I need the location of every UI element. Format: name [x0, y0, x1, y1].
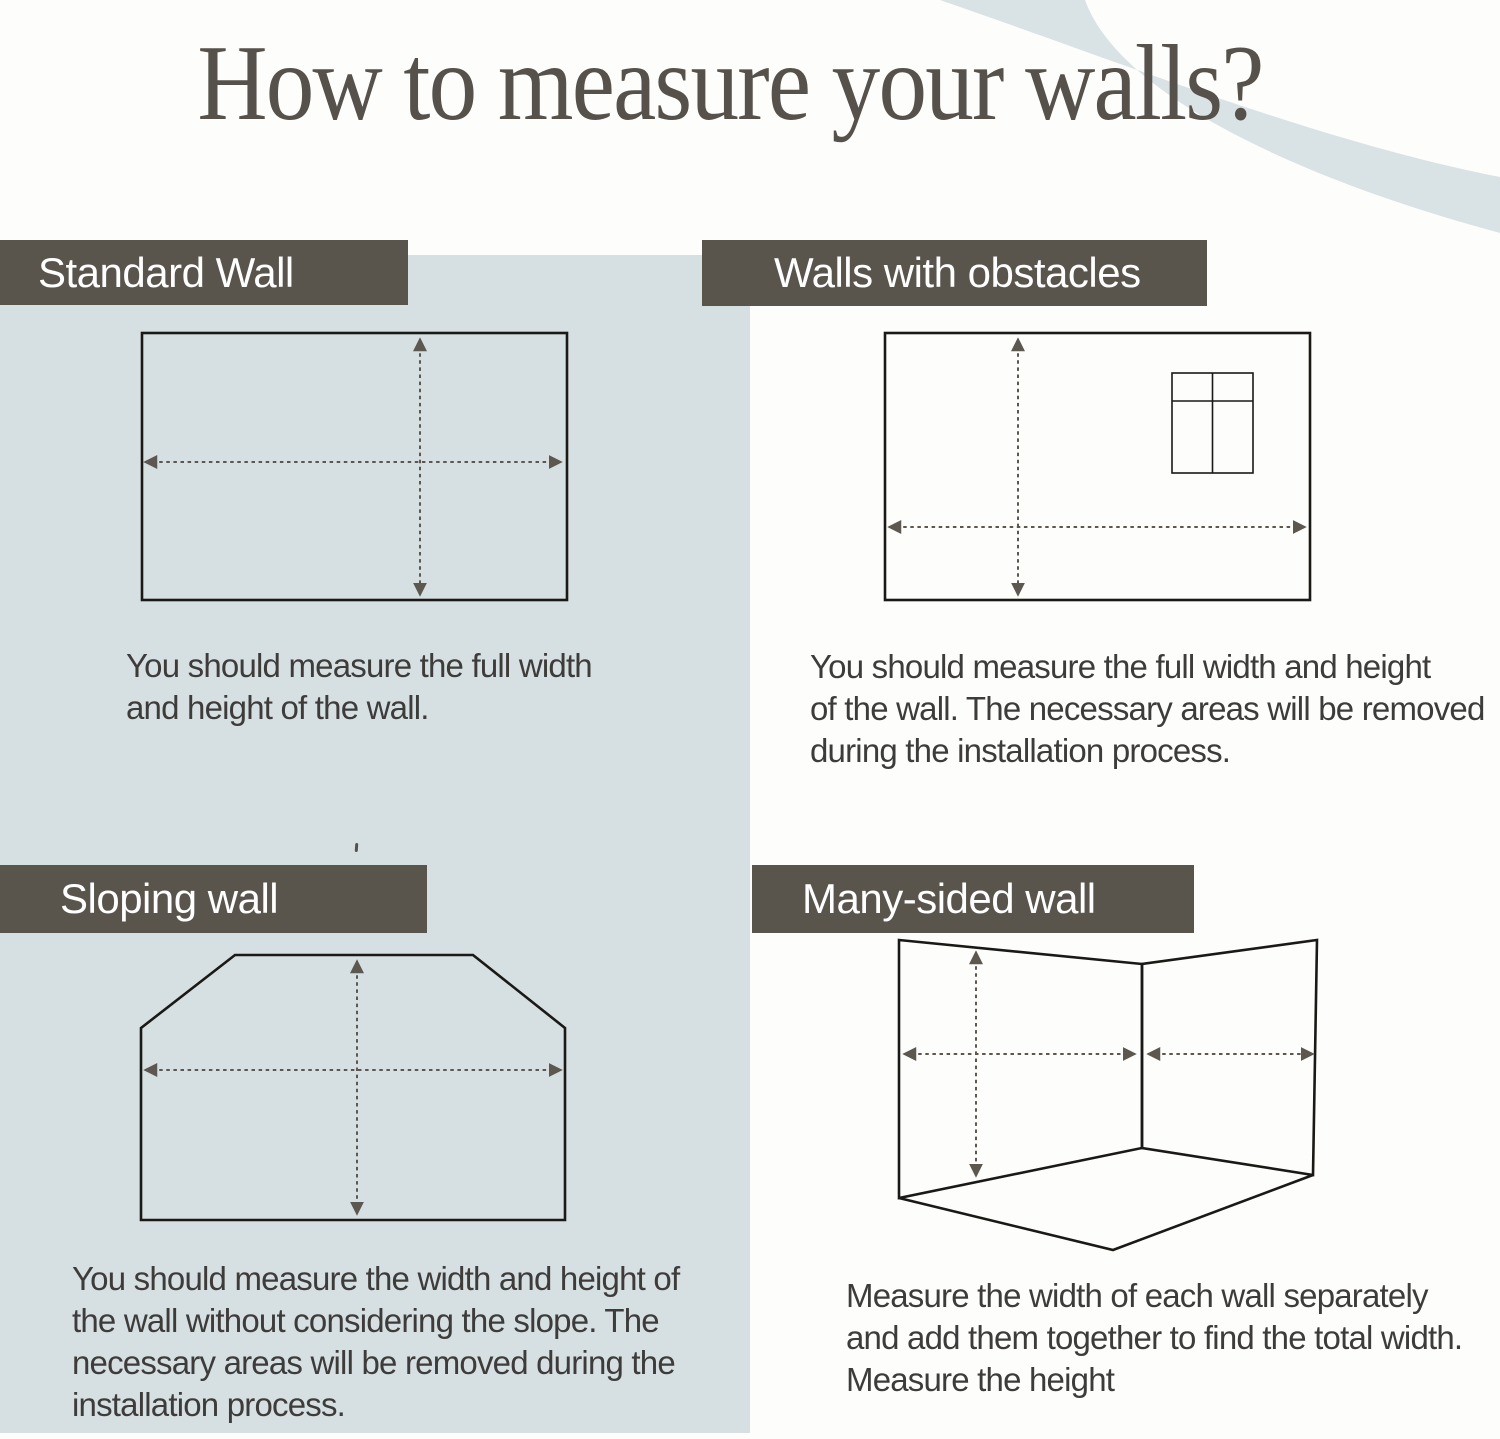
standard-wall-caption — [126, 645, 592, 729]
section-header-label: Standard Wall — [38, 248, 294, 296]
walls-with-obstacles-diagram — [873, 323, 1325, 611]
caption-line: installation process. — [72, 1386, 346, 1423]
section-header-label: Many-sided wall — [802, 875, 1096, 922]
many-sided-wall-caption — [846, 1275, 1462, 1401]
section-header-many-sided-wall — [752, 865, 1194, 933]
section-header-standard-wall — [0, 240, 408, 305]
standard-wall-diagram — [128, 323, 582, 611]
sloping-wall-diagram — [128, 943, 578, 1233]
caption-line: You should measure the width and height of — [72, 1260, 680, 1297]
section-header-label: Walls with obstacles — [774, 249, 1141, 296]
wall-outline — [142, 333, 567, 600]
caption-line: of the wall. The necessary areas will be removed — [810, 690, 1485, 727]
caption-line: You should measure the full width — [126, 647, 592, 684]
left-wall-outline — [899, 940, 1142, 1198]
right-wall-outline — [1142, 940, 1317, 1175]
caption-line: You should measure the full width and height — [810, 648, 1431, 685]
caption-line: the wall without considering the slope. The — [72, 1302, 659, 1339]
section-header-walls-with-obstacles — [702, 240, 1207, 306]
section-header-sloping-wall — [0, 865, 427, 933]
caption-line: and height of the wall. — [126, 689, 429, 726]
caption-line: during the installation process. — [810, 732, 1231, 769]
section-header-label: Sloping wall — [60, 875, 279, 922]
caption-line: necessary areas will be removed during the — [72, 1344, 675, 1381]
caption-line: Measure the height — [846, 1361, 1115, 1398]
stray-mark-icon — [355, 843, 359, 852]
page-title: How to measure your walls? — [197, 24, 1263, 143]
many-sided-wall-diagram — [878, 933, 1338, 1263]
caption-line: and add them together to find the total width. — [846, 1319, 1463, 1356]
caption-line: Measure the width of each wall separately — [846, 1277, 1428, 1314]
window-icon — [1172, 373, 1253, 473]
sloping-wall-caption — [72, 1258, 679, 1426]
wall-outline — [141, 955, 565, 1220]
walls-with-obstacles-caption — [810, 646, 1485, 772]
